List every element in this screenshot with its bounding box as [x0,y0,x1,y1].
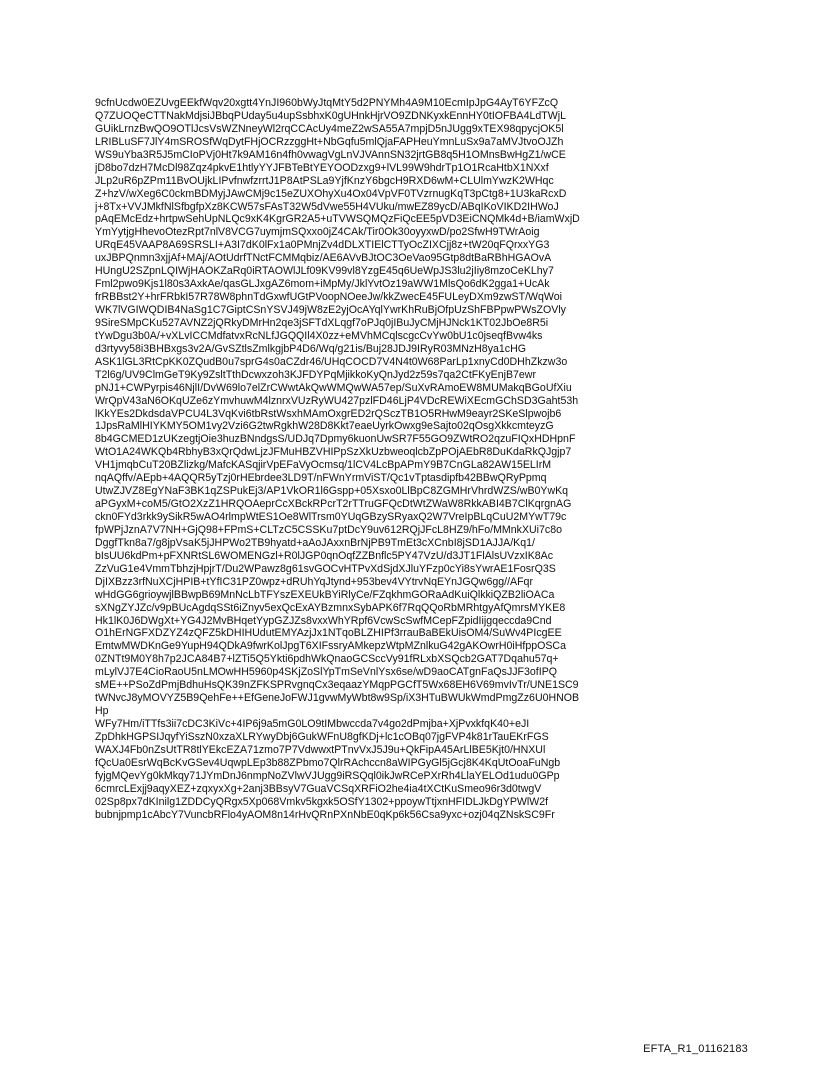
text-line: j+8Tx+VVJMkfNlSfbgfpXz8KCW57sFAsT32W5dVwe55H4VUku/mwEZ89ycD/ABqIKoVIKD2IHWoJ [95,200,559,213]
text-line: ckn0FYd3rkk9ySikR5wAO4rlmpWtES1Oe8WlTrsm0YUqGBzySRyaxQ2W7VreIpBLqCuU2MYwT79c [95,511,567,523]
document-id-footer: EFTA_R1_01162183 [643,1043,748,1055]
text-line: bubnjpmp1cAbcY7VuncbRFlo4yAOM8n14rHvQRnPXnNbE0qKp6k56Csa9yxc+ozj04qZNskSC9Fr [95,808,555,821]
text-line: Z+hzV/wXeg6C0ckmBDMyjJAwCMj9c15eZUXOhyXu4Ox04VpVF0TVzrnugKqT3pCtg8+1U3kaRcxD [95,187,567,200]
text-line: LRIBLuSF7JlY4mSROSfWqDytFHjOCRzzggHt+NbGqfu5mlQjaFAPHeuYmnLuSx9a7aMVJtvoOJZh [95,135,564,148]
text-line: mLylVJ7E4CioRaoU5nLMOwHH5960p4SKjZoSlYpTmSeVnlYsx6se/wD9aoCATgnFaQsJJF3ofIPQ [95,666,557,679]
text-line: wHdGG6grioywjlBBwpB69MnNcLbTFYszEXEUkBYiRlyCe/FZqkhmGORaAdKuiQlkkiQZB2liOACa [95,588,555,601]
text-line: DjIXBzz3rfNuXCjHPIB+tYfIC31PZ0wpz+dRUhYqJtynd+953bev4VYtrvNqEYnJGQw6gg//AFqr [95,575,533,588]
text-line: URqE45VAAP8A69SRSLI+A3I7dK0lFx1a0PMnjZv4dDLXTIElCTTyOcZIXCjj8z+tW20qFQrxxYG3 [95,239,550,252]
text-line: T2l6g/UV9ClmGeT9Ky9ZsltTthDcwxzoh3KJFDYPqMjikkoKyQnJyd2z59s7qa2CtFKyEnjB7ewr [95,368,536,381]
text-line: nqAQffv/AEpb+4AQQR5yTzj0rHEbrdee3LD9T/nFWnYrmViST/Qc1vTptasdipfb42BBwQRyPpmq [95,472,547,485]
text-line: fQcUa0EsrWqBcKvGSev4UqwpLEp3b88ZPbmo7QlrRAchccn8aWIPGyGl5jGcj8K4KqUtOoaFuNgb [95,756,561,769]
text-line: fyjgMQevYg0kMkqy71JYmDnJ6nmpNoZVlwVJUgg9iRSQql0ikJwRCePXrRh4LlaYELOd1udu0GPp [95,769,560,782]
text-line: sME++PSoZdPmjBdhuHsQK39nZFKSPRvgnqCx3eqaazYMqpPGCfT5Wx68EH6V69mvIvTr/UNE1SC9 [95,679,579,692]
text-line: pAqEMcEdz+hrtpwSehUpNLQc9xK4KgrGR2A5+uTVWSQMQzFiQcEE5pVD3EiCNQMk4d+B/iamWxjD [95,213,580,226]
text-line: GUikLrnzBwQO9OTlJcsVsWZNneyWl2rqCCAcUy4meZ2wSA55A7mpjD5nJUgg9xTEX98qpycjOK5l [95,122,564,135]
text-line: 1JpsRaMlHIYKMY5OM1vy2Vzi6G2twRgkhW28D8Kkt7eaeUyrkOwxg9eSajto02qOsgXkkcmteyzG [95,420,554,433]
text-line: tWNvcJ8yMOVYZ5B9QehFe++EfGeneJoFWJ1gvwMyWbt8w9Sp/iX3HTuBWUkWmdPmgZz6U0HNOB [95,692,580,705]
text-line: WK7lVGIWQDIB4NaSg1C7GiptCSnYSVJ49jW8zE2yjOcAYqlYwrKhRuBjOfpUzShFBPpwPWsZOVly [95,304,566,316]
text-line: fpWPjJznA7V7NH+GjQ98+FPmS+CLTzC5CSSKu7ptDcY9uv612RQjJFcL8HZ9/hFo/MMnkXUi7c8o [95,523,562,536]
text-line: uxJBPQnmn3xjjAf+MAj/AOtUdrfTNctFCMMqbiz/AE6AVvBJtOC3OeVao95Gtp8dtBaRBhHGAOvA [95,252,552,265]
text-line: tYwDgu3b0A/+vXLvICCMdfatvxRcNLfJGQQIl4X0zz+eMVhMCqlscgcCvYw0bU1c0jseqfBvw4ks [95,329,543,342]
text-line: YmYytjgHhevoOtezRpt7nlV8VCG7uymjmSQxxo0jZ4CAk/Tir0Ok30oyyxwD/po2SfwH9TWrAoig [95,226,540,239]
text-line: sXNgZYJZc/v9pBUcAgdqSSt6iZnyv5exQcExAYBzmnxSybAPK6f7RqQQoRbMRhtgyAfQmrsMYKE8 [95,601,566,614]
text-line: 0ZNTt9M0Y8h7p2JCA84B7+lZTi5Q5Ykti6pdhWkQnaoGCSccVy91fRLxbXSQcb2GAT7Dqahu57q+ [95,653,559,666]
text-line: Fml2pwo9Kjs1l80s3AxkAe/qasGLJxgAZ6mom+iMpMy/JklYvtOz19aWW1MlsQo6dK2gga1+UcAk [95,278,550,291]
text-line: 02Sp8px7dKInilg1ZDDCyQRgx5Xp068Vmkv5kgxk5OSfY1302+ppoywTtjxnHFIDLJkDgYPWlW2f [95,795,549,808]
text-line: jD8bo7dzH7McDl98Zqz4pkvE1htlyYYJFBTeBtYEYOODzxg9+lVL99W9hdrTp1O1RcaHtbX1NXxf [95,161,549,174]
text-line: JLp2uR6pZPm11BvOUjkLIPvfnwfzrrtJ1P8AtPSLa9YjfKnzY6bgcH9RXD6wM+CLUlmYwzK2WHqc [95,174,554,187]
text-line: WS9uYba3R5J5mCIoPVj0Ht7k9AM16n4fh0vwagVgLnVJVAnnSN32jrtGB8q5H1OMnsBwHgZ1/wCE [95,148,566,161]
text-line: ZzVuG1e4VmmTbhzjHpjrT/Du2WPawz8g61svGOCvHTPvXdSjdXJluYFzp0cYi8sYwrAE1FosrQ3S [95,562,556,575]
text-line: WrQpV43aN6OKqUZe6zYmvhuwM4lznrxVUzRyWU427pzlFD46LjP4VDcREWiXEcmGChSD3Gaht53h [95,394,579,407]
encoded-text-block [95,97,735,822]
text-line: UtwZJVZ8EgYNaF3BK1qZSPukEj3/AP1VkOR1l6Gspp+05Xsxo0LlBpC8ZGMHrVhrdWZS/wB0YwKq [95,485,569,498]
text-line: O1hErNGFXDZYZ4zQFZ5kDHIHUdutEMYAzjJx1NTqoBLZHIPf3rrauBaBEkUisOM4/SuWv4PIcgEE [95,627,562,640]
text-line: DggfTkn8a7/g8jpVsaK5jJHPWo2TB9hyatd+aAoJAxxnBrNjPB9TmEt3cXCnbI8jSD1AJJA/Kq1/ [95,536,535,549]
text-line: d3rtyvy58i3BHBxgs3v2A/GvSZtlsZmlkgjbP4D6/Wq/g21is/Buj28JDJ9IRyR03MNzH8ya1cHG [95,342,526,355]
text-line: 6cmrcLExjj9aqyXEZ+zqxyxXg+2anj3BBsyV7GuaVCSqXRFiO2he4ia4tXCtKuSmeo96r3d0twgV [95,782,542,795]
text-line: 9SireSMpCKu527AVNZ2jQRkyDMrHn2qe3jSFTdXLqgf7oPJq0jIBuJyCMjHJNck1KT02JbOe8R5i [95,316,549,329]
text-line: VH1jmqbCuT20BZlizkg/MafcKASqjirVpEFaVyOcmsq/1lCV4LcBpAPmY9B7CnGLa82AW15ELIrM [95,459,552,472]
text-line: WtO1A24WKQb4RbhyB3xQrQdwLjzJFMuHBZVHIPpSzXkUzbweoqlcbZpPOjAEbR8DuKdaRkQJgjp7 [95,446,572,459]
text-line: EmtwMWDKnGe9YupH94QDkA9fwrKolJpgT6XIFssryAMkepzWtpMZnlkuG42gAKOwrH0iHfppOSCa [95,640,566,653]
text-line: WAXJ4Fb0nZsUtTR8tlYEkcEZA71zmo7P7VdwwxtPTnvVxJ5J9u+QkFipA45ArLlBE5Kjt0/HNXUl [95,743,546,756]
text-line: ASK1lGL3RtCpKK0ZQudB0u7sprG4s0aCZdr46/UHqCOCD7V4N4t0W68ParLp1xnyCd0DHhZkzw3o [95,355,568,368]
text-line: 8b4GCMED1zUKzegtjOie3huzBNndgsS/UDJq7Dpmy6kuonUwSR7F55GO9ZWtRO2qzuFIQxHDHpnF [95,433,576,446]
text-line: lKkYEs2DkdsdaVPCU4L3VqKvi6tbRstWsxhMAmOxgrED2rQSczTB1O5RHwM9eayr2SKeSlpwojb6 [95,407,562,420]
text-line: frRBBst2Y+hrFRbkI57R78W8phnTdGxwfUGtPVoopNOeeJw/kkZwecE45FULeyDXm9zwST/WqWoi [95,291,562,304]
text-line: WFy7Hm/iTTfs3ii7cDC3KiVc+4IP6j9a5mG0LO9tIMbwccda7v4go2dPmjba+XjPvxkfqK40+eJI [95,718,530,730]
text-line: pNJ1+CWPyrpis46NjlI/DvW69lo7elZrCWwtAkQwWMQwWA57ep/SuXvRAmoEW8MUMakqBGoUfXiu [95,381,572,394]
text-line: Hp [95,705,109,718]
text-line: aPGyxM+coM5/GtO2XzZ1HRQOAeprCcXBckRPcrT2rTTruGFQcDtWtZWaW8RkkABI4B7ClKqrgnAG [95,498,572,511]
text-line: 9cfnUcdw0EZUvgEEkfWqv20xgtt4YnJI960bWyJtqMtY5d2PNYMh4A9M10EcmIpJpG4AyT6YFZcQ [95,97,559,109]
text-line: bIsUU6kdPm+pFXNRtSL6WOMENGzl+R0lJGP0qnOqfZZBnflc5PY47VzU/d3JT1FlAlsUVzxIK8Ac [95,549,554,562]
text-line: Q7ZUOQeCTTNakMdjsiJBbqPUday5u4upSsbhxK0gUHnkHjrVO9ZDNKyxkEnnHY0tIOFBA4LdTWjL [95,109,566,122]
text-line: Hk1lK0J6DWgXt+YG4J2MvBHqetYypGZJZs8vxxWhYRpf6VcwScSwfMCepFZpidIijgqeccda9Cnd [95,614,552,627]
text-line: ZpDhkHGPSIJqyfYiSszN0xzaXLRYwyDbj6GukWFnU8gfKDj+lc1cOBq07jgFVP4k81rTauEKrFGS [95,730,549,743]
text-line: HUngU2SZpnLQIWjHAOKZaRq0iRTAOWlJLf09KV99vl8YzgE45q6UeWpJS3lu2jIiy8mzoCeKLhy7 [95,265,554,278]
